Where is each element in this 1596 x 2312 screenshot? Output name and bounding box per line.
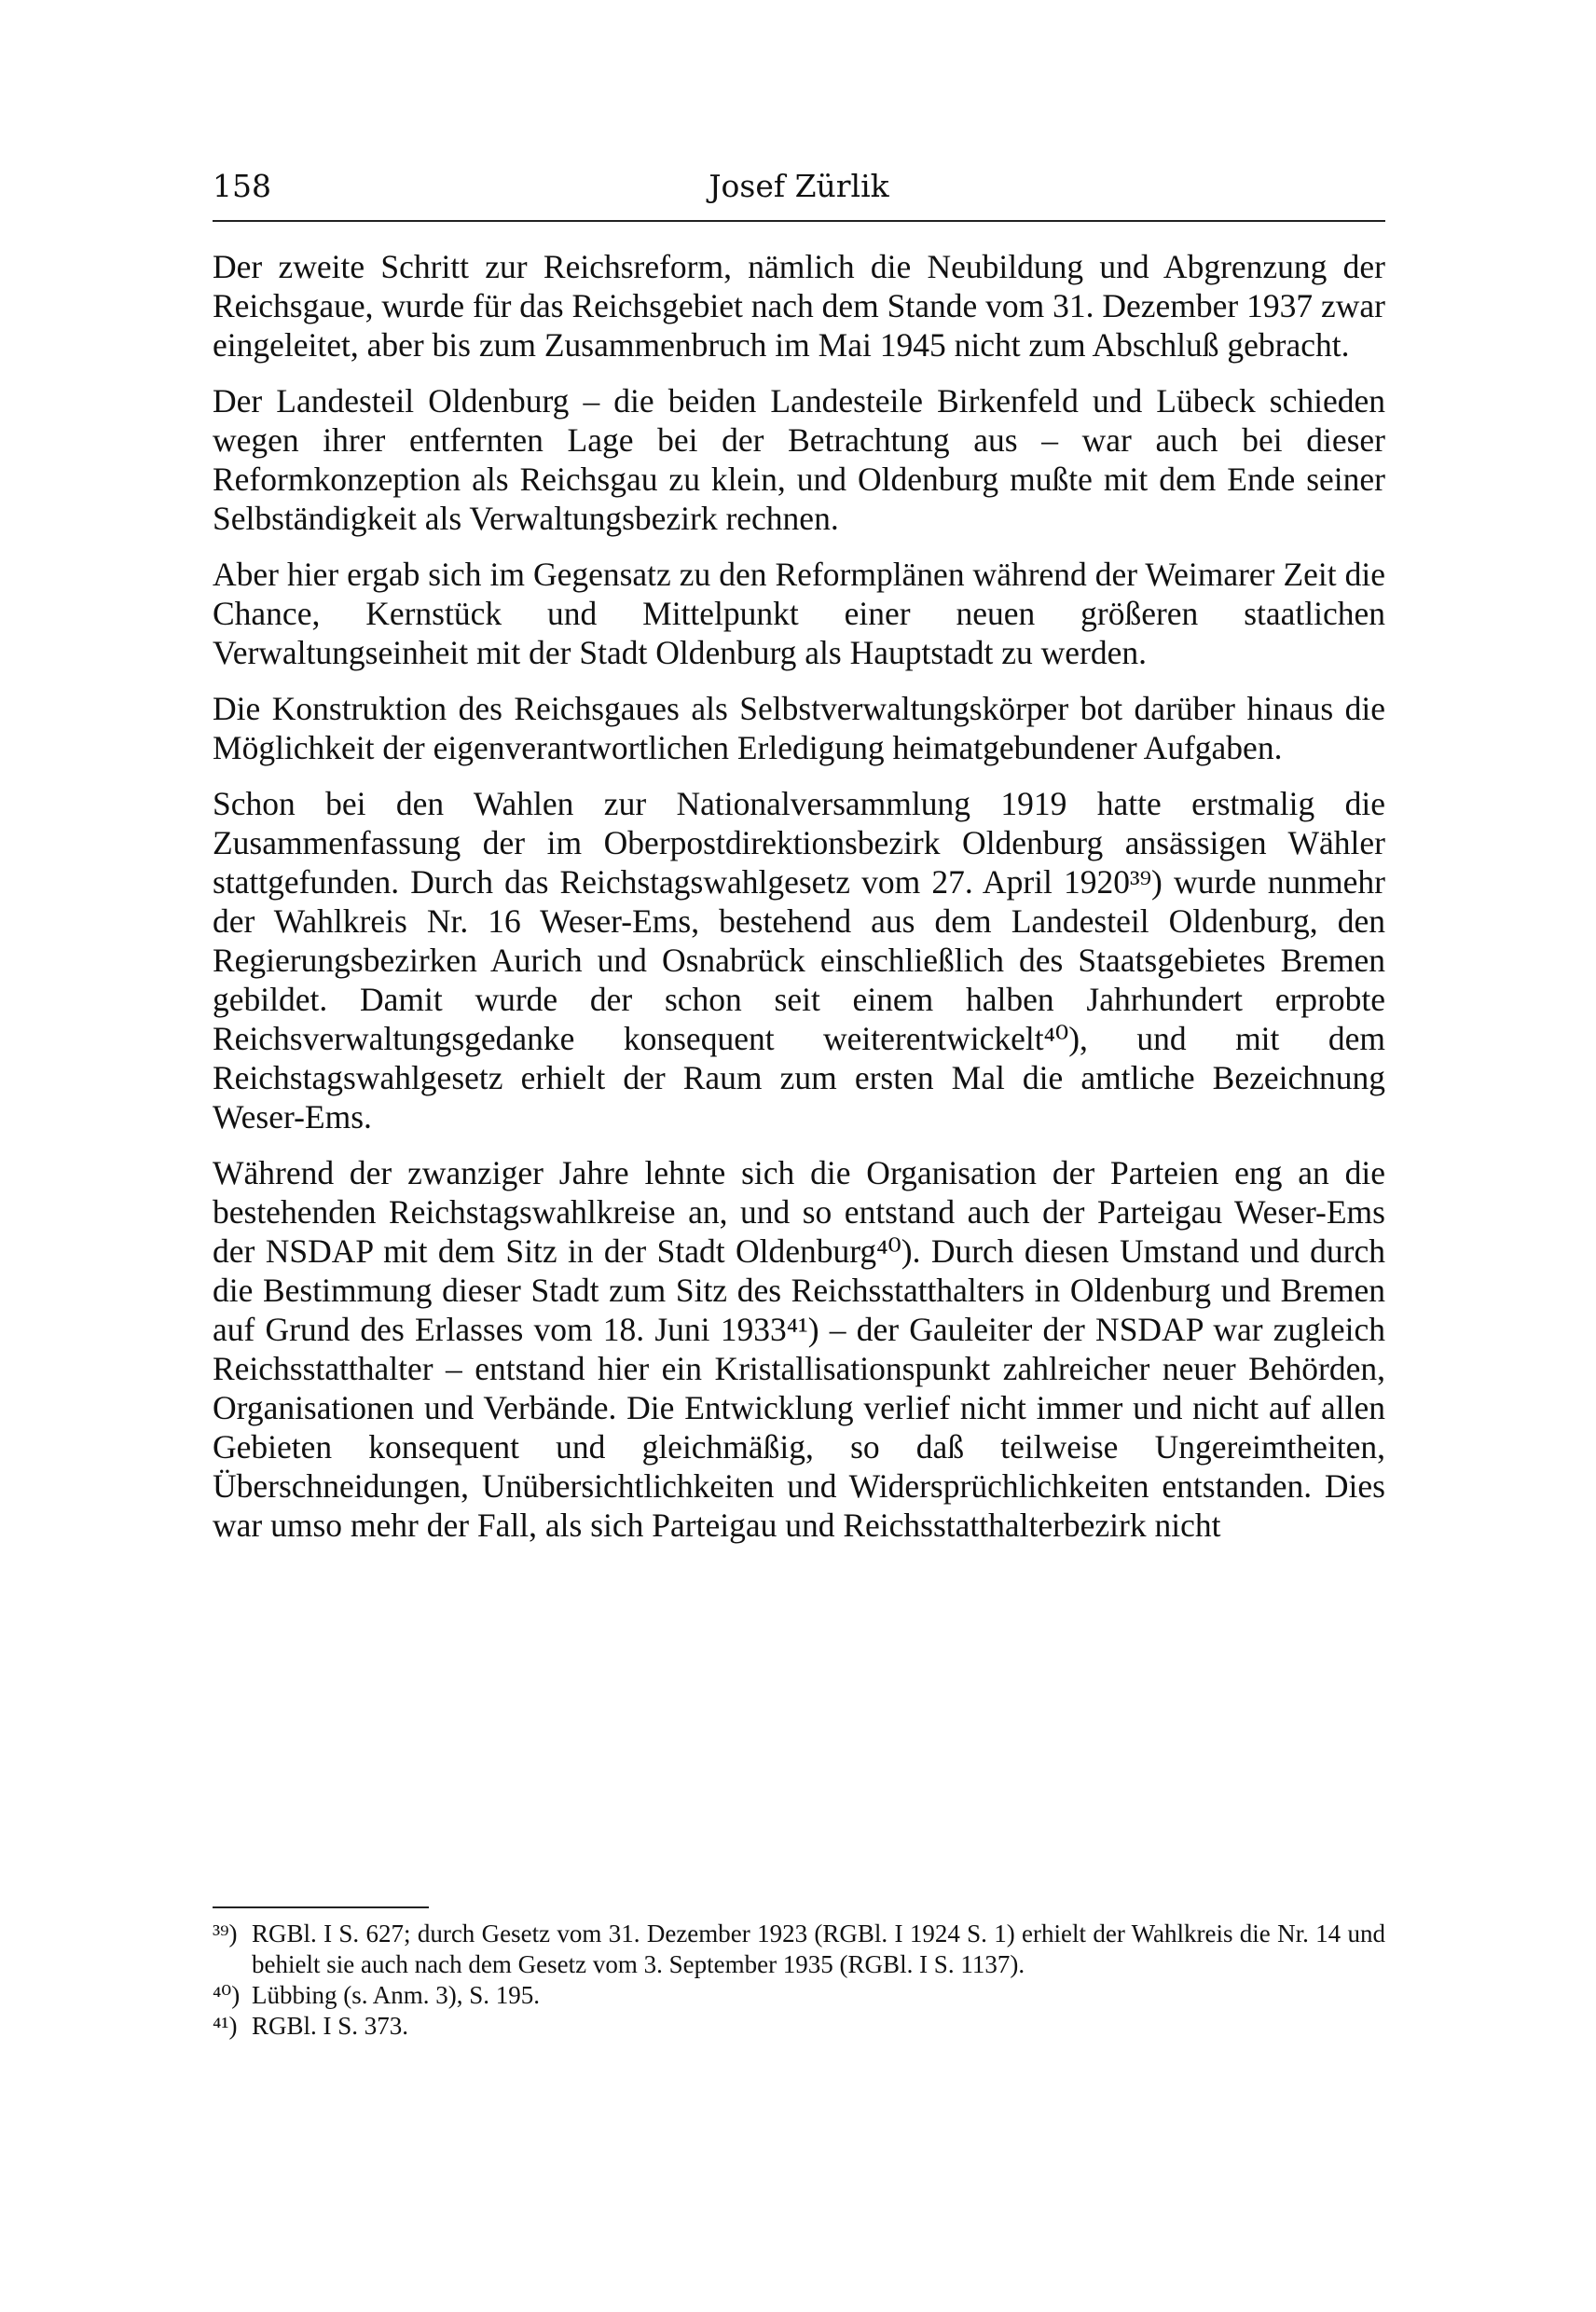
paragraph: Der zweite Schritt zur Reichsreform, nämlich die Neubildung und Abgrenzung der Reichsgaue, wurde für das Reichsgebiet nach dem Stande vom 31. Dezember 1937 zwar eingeleitet, aber bis zum Zusammenbruch im Mai 1945 nicht zum Abschluß gebracht. bbox=[213, 248, 1385, 364]
footnote-text: RGBl. I S. 373. bbox=[252, 2012, 409, 2040]
paragraph: Während der zwanziger Jahre lehnte sich die Organisation der Parteien eng an die bestehenden Reichstagswahlkreise an, und so entstand auch der Parteigau Weser-Ems der NSDAP mit dem Sitz in der Stadt Oldenburg⁴⁰). Durch diesen Umstand und durch die Bestimmung dieser Stadt zum Sitz des Reichsstatthalters in Oldenburg und Bremen auf Grund des Erlasses vom 18. Juni 1933⁴¹) – der Gauleiter der NSDAP war zugleich Reichsstatthalter – entstand hier ein Kristallisationspunkt zahlreicher neuer Behörden, Organisationen und Verbände. Die Entwicklung verlief nicht immer und nicht auf allen Gebieten konsequent und gleichmäßig, so daß teilweise Ungereimtheiten, Überschneidungen, Unübersichtlichkeiten und Widersprüchlichkeiten entstanden. Dies war umso mehr der Fall, als sich Parteigau und Reichsstatthalterbezirk nicht bbox=[213, 1154, 1385, 1544]
paragraph: Die Konstruktion des Reichsgaues als Selbstverwaltungskörper bot darüber hinaus die Möglichkeit der eigenverantwortlichen Erledigung heimatgebundener Aufgaben. bbox=[213, 690, 1385, 766]
paragraph: Schon bei den Wahlen zur Nationalversammlung 1919 hatte erstmalig die Zusammenfassung der im Oberpostdirektionsbezirk Oldenburg ansässigen Wähler stattgefunden. Durch das Reichstagswahlgesetz vom 27. April 1920³⁹) wurde nunmehr der Wahlkreis Nr. 16 Weser-Ems, bestehend aus dem Landesteil Oldenburg, den Regierungsbezirken Aurich und Osnabrück einschließlich des Staatsgebietes Bremen gebildet. Damit wurde der schon seit einem halben Jahrhundert erprobte Reichsverwaltungsgedanke konsequent weiterentwickelt⁴⁰), und mit dem Reichstagswahlgesetz erhielt der Raum zum ersten Mal die amtliche Bezeichnung Weser-Ems. bbox=[213, 785, 1385, 1135]
page-number: 158 bbox=[213, 168, 271, 204]
running-title: Josef Zürlik bbox=[709, 168, 889, 204]
body-text bbox=[213, 247, 1385, 1562]
footnote-text: Lübbing (s. Anm. 3), S. 195. bbox=[252, 1981, 541, 2009]
paragraph: Der Landesteil Oldenburg – die beiden Landesteile Birkenfeld und Lübeck schieden wegen ihrer entfernten Lage bei der Betrachtung aus – war auch bei dieser Reformkonzeption als Reichsgau zu klein, und Oldenburg mußte mit dem Ende seiner Selbständigkeit als Verwaltungsbezirk rechnen. bbox=[213, 382, 1385, 537]
footnote bbox=[213, 1980, 1385, 2011]
footnote-mark: ⁴⁰) bbox=[213, 1981, 241, 2009]
footnote-text: RGBl. I S. 627; durch Gesetz vom 31. Dezember 1923 (RGBl. I 1924 S. 1) erhielt der Wahlkreis die Nr. 14 und behielt sie auch nach dem Gesetz vom 3. September 1935 (RGBl. I S. 1137). bbox=[252, 1920, 1385, 1978]
running-head bbox=[213, 168, 1385, 214]
footnote bbox=[213, 1919, 1385, 1980]
header-rule bbox=[213, 220, 1385, 222]
paragraph: Aber hier ergab sich im Gegensatz zu den Reformplänen während der Weimarer Zeit die Chance, Kernstück und Mittelpunkt einer neuen größeren staatlichen Verwaltungseinheit mit der Stadt Oldenburg als Hauptstadt zu werden. bbox=[213, 556, 1385, 671]
footnote-rule bbox=[213, 1906, 429, 1908]
footnote-mark: ³⁹) bbox=[213, 1920, 238, 1947]
footnotes bbox=[213, 1919, 1385, 2042]
footnote-mark: ⁴¹) bbox=[213, 2012, 238, 2040]
footnote bbox=[213, 2011, 1385, 2042]
